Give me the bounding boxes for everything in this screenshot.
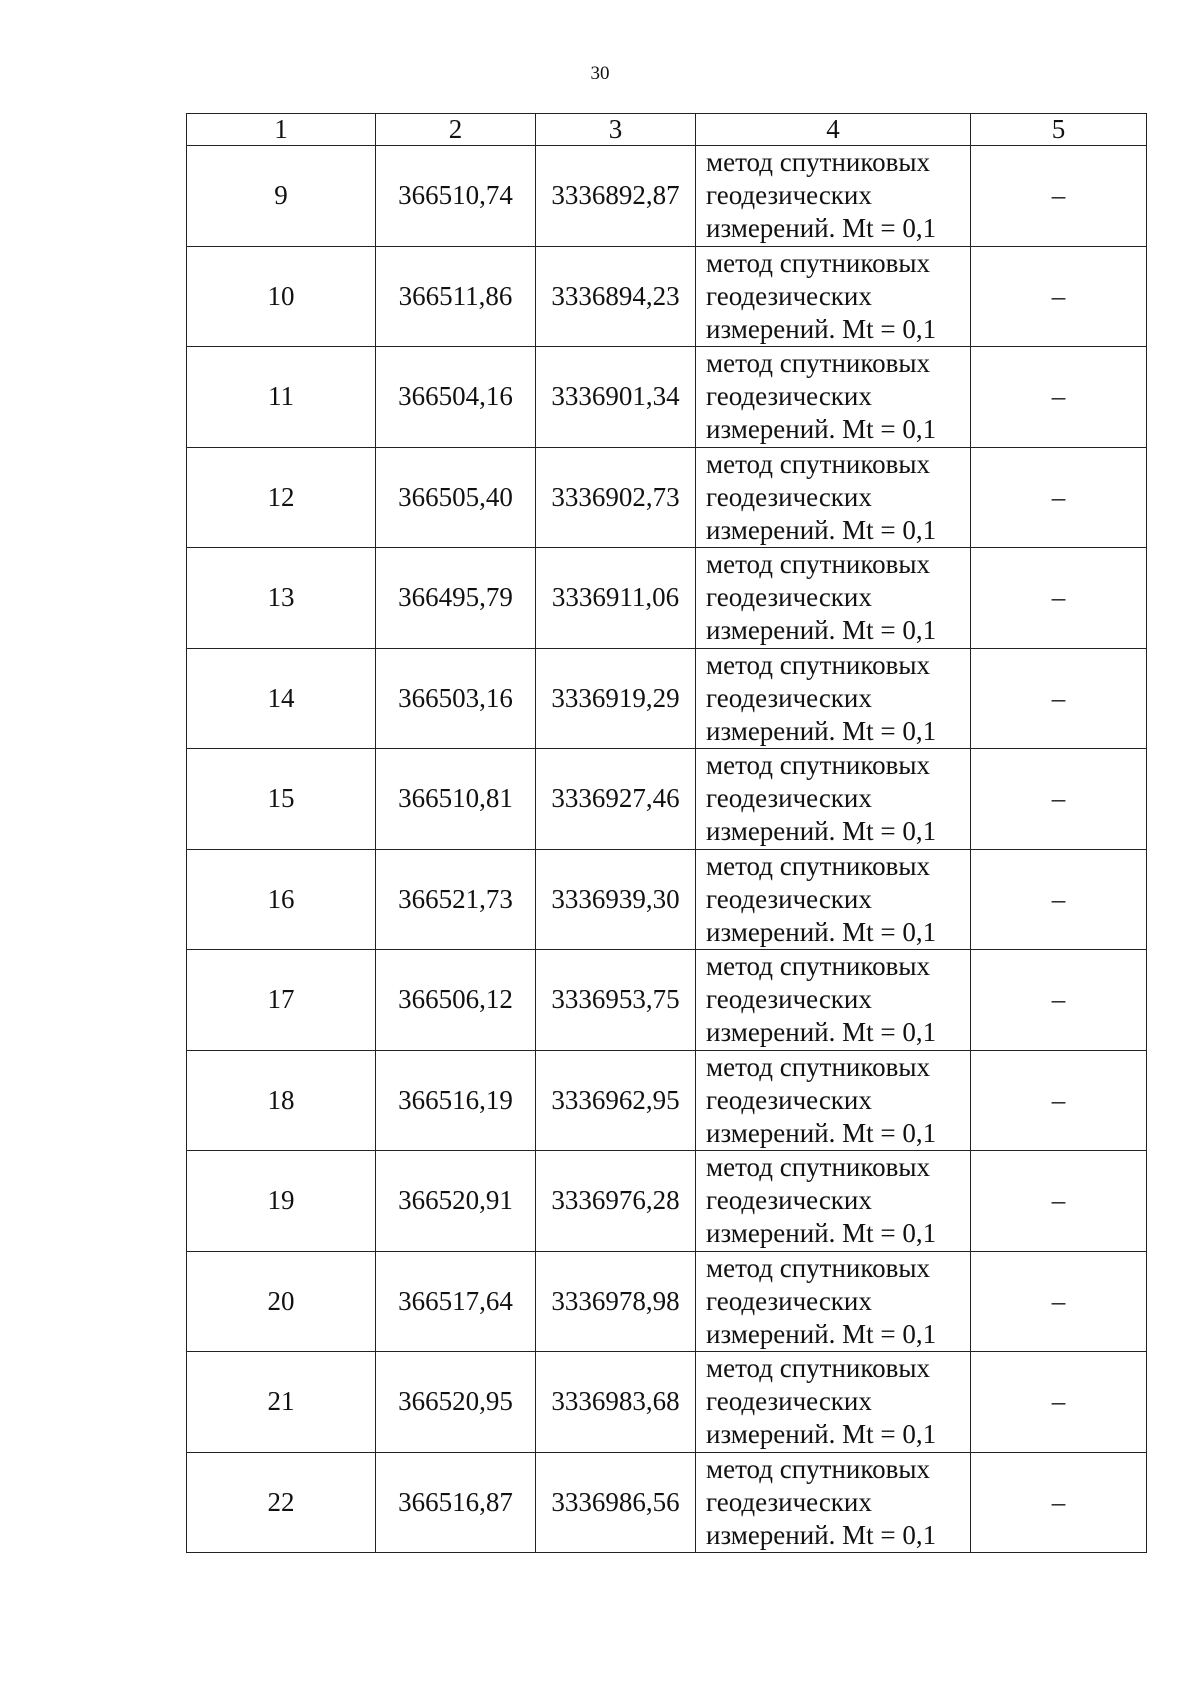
method-line: метод спутниковых bbox=[706, 951, 930, 982]
method-line: измерений. Mt = 0,1 bbox=[706, 414, 937, 445]
method-line: геодезических bbox=[706, 280, 872, 311]
note-cell: – bbox=[971, 146, 1147, 247]
table-row bbox=[187, 749, 1147, 850]
method-line: метод спутниковых bbox=[706, 1453, 930, 1484]
method-line: геодезических bbox=[706, 1486, 872, 1517]
x-coordinate-cell: 366506,12 bbox=[376, 950, 536, 1051]
method-line: геодезических bbox=[706, 883, 872, 914]
method-line: метод спутниковых bbox=[706, 750, 930, 781]
note-cell: – bbox=[971, 447, 1147, 548]
y-coordinate-cell: 3336902,73 bbox=[536, 447, 696, 548]
method-line: метод спутниковых bbox=[706, 1353, 930, 1384]
point-number-cell: 11 bbox=[187, 347, 376, 448]
method-cell bbox=[696, 246, 971, 347]
method-line: метод спутниковых bbox=[706, 348, 930, 379]
table-row bbox=[187, 1452, 1147, 1553]
method-line: геодезических bbox=[706, 682, 872, 713]
method-line: измерений. Mt = 0,1 bbox=[706, 514, 937, 545]
method-line: геодезических bbox=[706, 984, 872, 1015]
y-coordinate-cell: 3336983,68 bbox=[536, 1352, 696, 1453]
method-line: измерений. Mt = 0,1 bbox=[706, 1419, 937, 1450]
column-header-4: 4 bbox=[696, 114, 971, 146]
point-number-cell: 16 bbox=[187, 849, 376, 950]
column-header-1: 1 bbox=[187, 114, 376, 146]
method-line: геодезических bbox=[706, 1185, 872, 1216]
method-cell bbox=[696, 1452, 971, 1553]
table-row bbox=[187, 146, 1147, 247]
table-row bbox=[187, 950, 1147, 1051]
method-cell bbox=[696, 950, 971, 1051]
table-row bbox=[187, 1251, 1147, 1352]
method-cell bbox=[696, 347, 971, 448]
method-line: геодезических bbox=[706, 1386, 872, 1417]
method-line: измерений. Mt = 0,1 bbox=[706, 1318, 937, 1349]
note-cell: – bbox=[971, 347, 1147, 448]
x-coordinate-cell: 366505,40 bbox=[376, 447, 536, 548]
coordinates-table bbox=[186, 113, 1147, 1553]
method-line: измерений. Mt = 0,1 bbox=[706, 715, 937, 746]
table-row bbox=[187, 447, 1147, 548]
page-number: 30 bbox=[590, 63, 610, 84]
table-body bbox=[187, 146, 1147, 1553]
method-line: измерений. Mt = 0,1 bbox=[706, 213, 937, 244]
note-cell: – bbox=[971, 950, 1147, 1051]
note-cell: – bbox=[971, 1452, 1147, 1553]
method-line: геодезических bbox=[706, 481, 872, 512]
table-row bbox=[187, 648, 1147, 749]
point-number-cell: 15 bbox=[187, 749, 376, 850]
method-line: метод спутниковых bbox=[706, 448, 930, 479]
x-coordinate-cell: 366503,16 bbox=[376, 648, 536, 749]
method-cell bbox=[696, 849, 971, 950]
x-coordinate-cell: 366510,81 bbox=[376, 749, 536, 850]
x-coordinate-cell: 366521,73 bbox=[376, 849, 536, 950]
method-line: метод спутниковых bbox=[706, 1051, 930, 1082]
y-coordinate-cell: 3336892,87 bbox=[536, 146, 696, 247]
note-cell: – bbox=[971, 849, 1147, 950]
point-number-cell: 10 bbox=[187, 246, 376, 347]
column-header-2: 2 bbox=[376, 114, 536, 146]
column-header-3: 3 bbox=[536, 114, 696, 146]
y-coordinate-cell: 3336953,75 bbox=[536, 950, 696, 1051]
point-number-cell: 19 bbox=[187, 1151, 376, 1252]
point-number-cell: 17 bbox=[187, 950, 376, 1051]
header-row bbox=[187, 114, 1147, 146]
method-line: метод спутниковых bbox=[706, 549, 930, 580]
y-coordinate-cell: 3336939,30 bbox=[536, 849, 696, 950]
note-cell: – bbox=[971, 1151, 1147, 1252]
method-line: измерений. Mt = 0,1 bbox=[706, 916, 937, 947]
table-row bbox=[187, 1050, 1147, 1151]
method-cell bbox=[696, 1151, 971, 1252]
column-header-5: 5 bbox=[971, 114, 1147, 146]
method-cell bbox=[696, 648, 971, 749]
y-coordinate-cell: 3336962,95 bbox=[536, 1050, 696, 1151]
x-coordinate-cell: 366516,87 bbox=[376, 1452, 536, 1553]
note-cell: – bbox=[971, 1251, 1147, 1352]
method-line: метод спутниковых bbox=[706, 147, 930, 178]
method-line: метод спутниковых bbox=[706, 850, 930, 881]
y-coordinate-cell: 3336986,56 bbox=[536, 1452, 696, 1553]
point-number-cell: 22 bbox=[187, 1452, 376, 1553]
method-line: измерений. Mt = 0,1 bbox=[706, 816, 937, 847]
table-row bbox=[187, 347, 1147, 448]
note-cell: – bbox=[971, 648, 1147, 749]
method-cell bbox=[696, 1352, 971, 1453]
point-number-cell: 12 bbox=[187, 447, 376, 548]
method-cell bbox=[696, 1050, 971, 1151]
note-cell: – bbox=[971, 1050, 1147, 1151]
method-line: геодезических bbox=[706, 180, 872, 211]
x-coordinate-cell: 366516,19 bbox=[376, 1050, 536, 1151]
method-line: геодезических bbox=[706, 783, 872, 814]
y-coordinate-cell: 3336978,98 bbox=[536, 1251, 696, 1352]
method-cell bbox=[696, 447, 971, 548]
point-number-cell: 13 bbox=[187, 548, 376, 649]
method-line: геодезических bbox=[706, 1084, 872, 1115]
x-coordinate-cell: 366504,16 bbox=[376, 347, 536, 448]
table-row bbox=[187, 548, 1147, 649]
x-coordinate-cell: 366517,64 bbox=[376, 1251, 536, 1352]
y-coordinate-cell: 3336927,46 bbox=[536, 749, 696, 850]
point-number-cell: 14 bbox=[187, 648, 376, 749]
method-line: измерений. Mt = 0,1 bbox=[706, 1519, 937, 1550]
y-coordinate-cell: 3336911,06 bbox=[536, 548, 696, 649]
method-cell bbox=[696, 146, 971, 247]
note-cell: – bbox=[971, 749, 1147, 850]
table-row bbox=[187, 1151, 1147, 1252]
x-coordinate-cell: 366520,91 bbox=[376, 1151, 536, 1252]
method-line: геодезических bbox=[706, 1285, 872, 1316]
method-line: геодезических bbox=[706, 582, 872, 613]
method-cell bbox=[696, 1251, 971, 1352]
note-cell: – bbox=[971, 1352, 1147, 1453]
table-row bbox=[187, 246, 1147, 347]
x-coordinate-cell: 366511,86 bbox=[376, 246, 536, 347]
method-line: измерений. Mt = 0,1 bbox=[706, 313, 937, 344]
note-cell: – bbox=[971, 246, 1147, 347]
method-line: геодезических bbox=[706, 381, 872, 412]
y-coordinate-cell: 3336894,23 bbox=[536, 246, 696, 347]
table-row bbox=[187, 849, 1147, 950]
x-coordinate-cell: 366520,95 bbox=[376, 1352, 536, 1453]
method-cell bbox=[696, 749, 971, 850]
point-number-cell: 9 bbox=[187, 146, 376, 247]
method-line: метод спутниковых bbox=[706, 649, 930, 680]
x-coordinate-cell: 366510,74 bbox=[376, 146, 536, 247]
table-header bbox=[187, 114, 1147, 146]
method-line: измерений. Mt = 0,1 bbox=[706, 615, 937, 646]
point-number-cell: 21 bbox=[187, 1352, 376, 1453]
point-number-cell: 18 bbox=[187, 1050, 376, 1151]
method-cell bbox=[696, 548, 971, 649]
method-line: измерений. Mt = 0,1 bbox=[706, 1017, 937, 1048]
y-coordinate-cell: 3336976,28 bbox=[536, 1151, 696, 1252]
method-line: метод спутниковых bbox=[706, 1152, 930, 1183]
point-number-cell: 20 bbox=[187, 1251, 376, 1352]
x-coordinate-cell: 366495,79 bbox=[376, 548, 536, 649]
y-coordinate-cell: 3336919,29 bbox=[536, 648, 696, 749]
note-cell: – bbox=[971, 548, 1147, 649]
method-line: измерений. Mt = 0,1 bbox=[706, 1218, 937, 1249]
method-line: метод спутниковых bbox=[706, 247, 930, 278]
y-coordinate-cell: 3336901,34 bbox=[536, 347, 696, 448]
method-line: метод спутниковых bbox=[706, 1252, 930, 1283]
table-row bbox=[187, 1352, 1147, 1453]
method-line: измерений. Mt = 0,1 bbox=[706, 1117, 937, 1148]
